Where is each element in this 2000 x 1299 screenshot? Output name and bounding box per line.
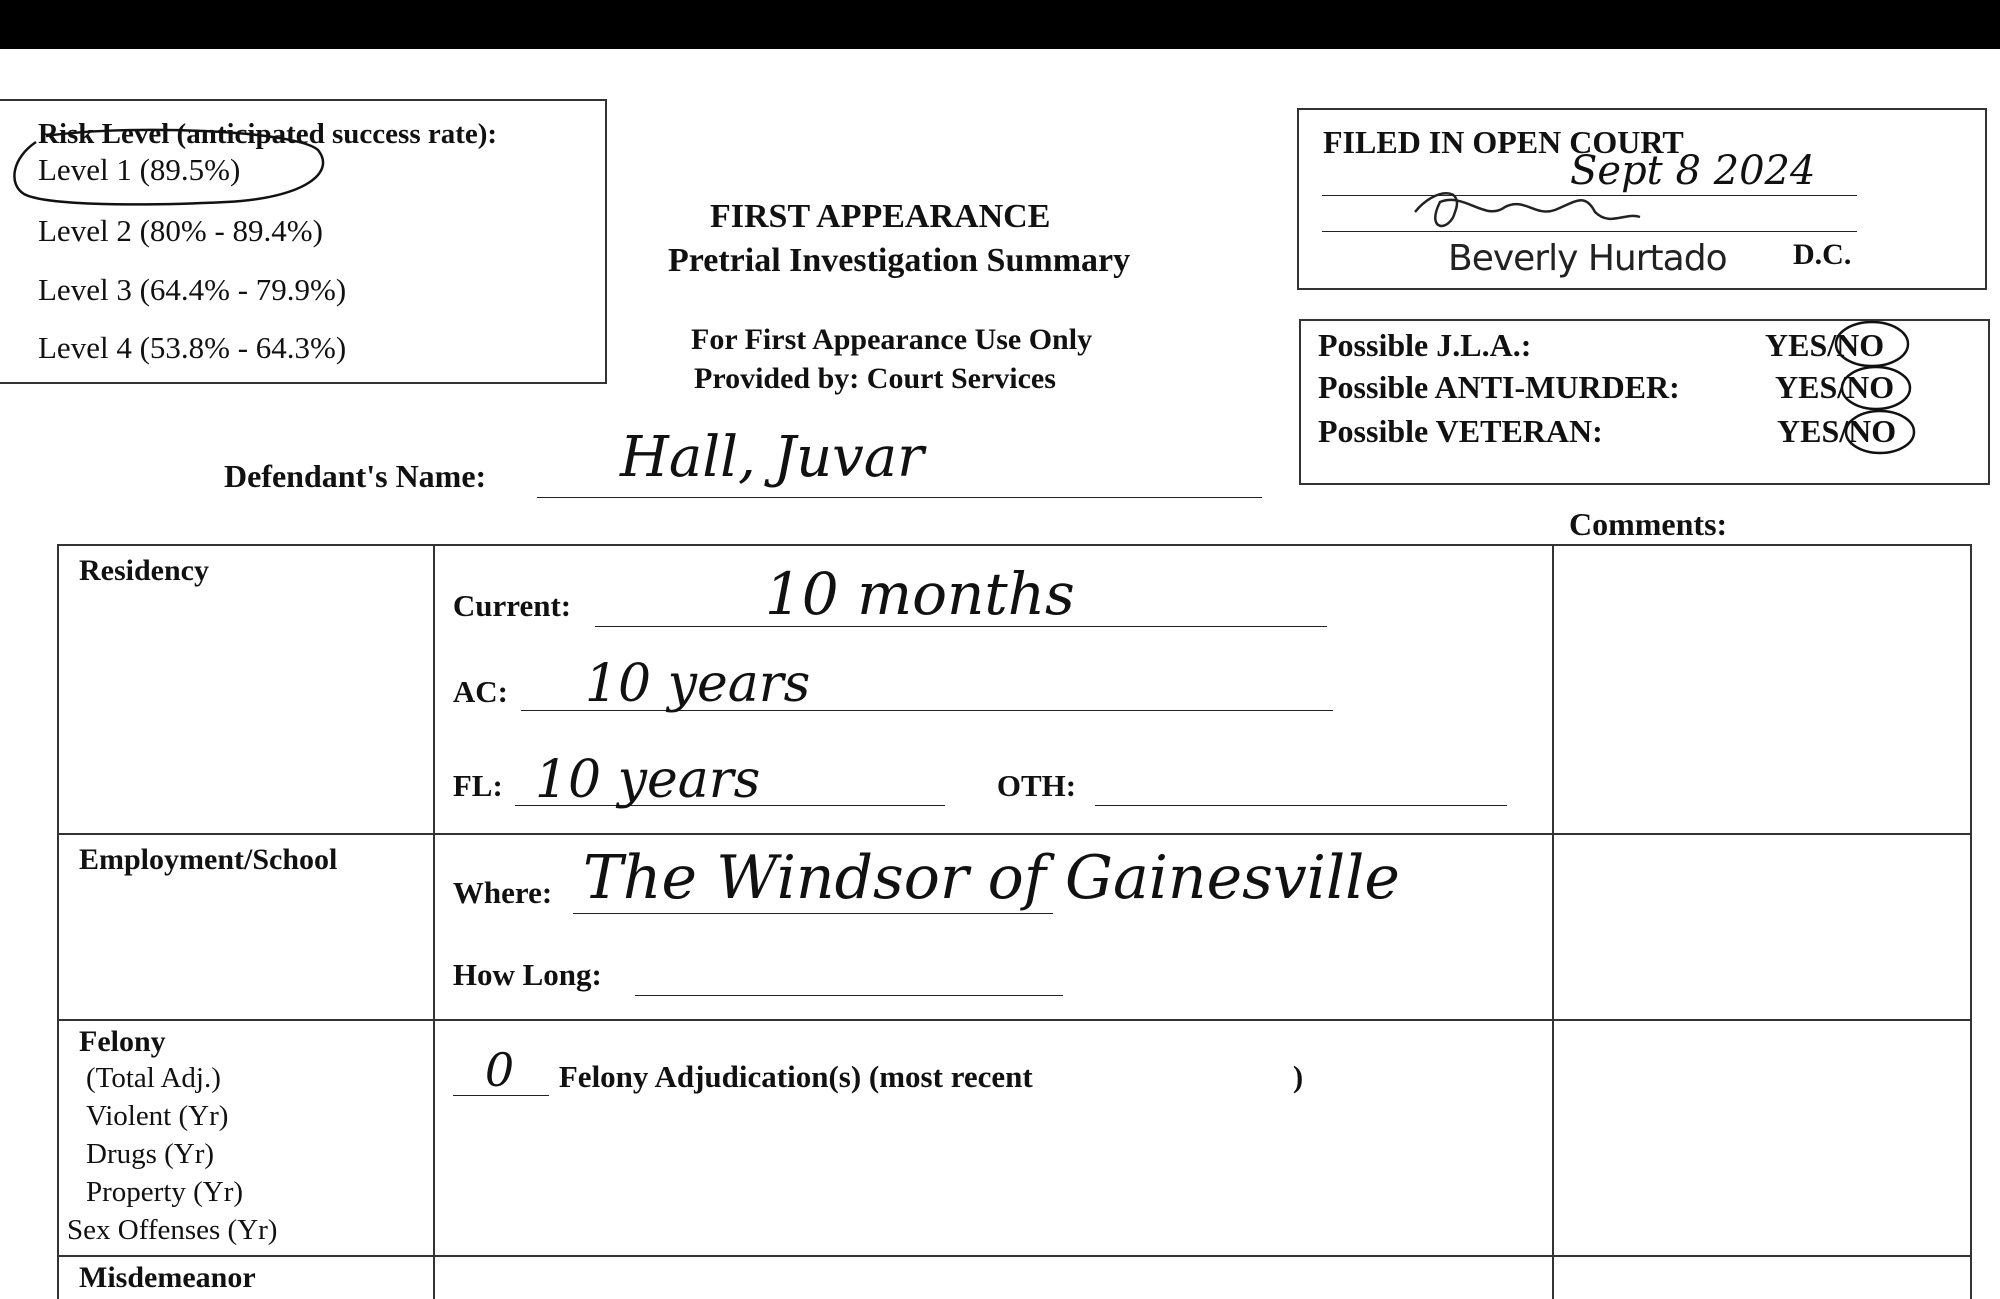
residency-label: Residency	[79, 554, 209, 587]
clerk-name-stamp: Beverly Hurtado	[1448, 238, 1727, 279]
filed-date-handwritten: Sept 8 2024	[1570, 148, 1816, 194]
investigation-table	[57, 544, 1972, 1299]
residency-row	[58, 545, 1971, 834]
level-1-circle-mark	[6, 128, 336, 210]
felony-comments-cell	[1553, 1020, 1972, 1256]
residency-comments-cell	[1553, 545, 1972, 834]
clerk-suffix: D.C.	[1793, 238, 1852, 271]
oth-label: OTH:	[996, 768, 1077, 803]
filed-title: FILED IN OPEN COURT	[1323, 124, 1684, 160]
residency-fields-cell	[434, 545, 1553, 834]
employment-row	[58, 834, 1971, 1020]
provided-by-note: Provided by: Court Services	[694, 362, 1056, 395]
felony-adjudication-text: Felony Adjudication(s) (most recent	[558, 1059, 1033, 1094]
felony-label: Felony	[79, 1025, 166, 1058]
felony-fields-cell	[434, 1020, 1553, 1256]
flag-veteran-options: YES/NO	[1777, 413, 1897, 449]
felony-total-adj: (Total Adj.)	[86, 1062, 221, 1094]
risk-level-1: Level 1 (89.5%)	[38, 152, 241, 187]
felony-property: Property (Yr)	[86, 1176, 244, 1208]
form-title: FIRST APPEARANCE	[710, 198, 1051, 235]
use-only-note: For First Appearance Use Only	[691, 323, 1093, 356]
defendant-name-label: Defendant's Name:	[224, 458, 487, 494]
employment-label: Employment/School	[79, 843, 338, 876]
defendant-name-handwritten: Hall, Juvar	[620, 425, 924, 490]
felony-close-paren: )	[1292, 1059, 1304, 1094]
defendant-name-line	[537, 497, 1262, 498]
misdemeanor-fields-cell	[434, 1256, 1553, 1299]
flag-jla-label: Possible J.L.A.:	[1318, 327, 1532, 363]
felony-sex-offenses: Sex Offenses (Yr)	[67, 1214, 278, 1246]
flag-jla-options: YES/NO	[1765, 327, 1885, 363]
how-long-label: How Long:	[452, 957, 602, 992]
fl-label: FL:	[452, 768, 503, 803]
felony-count: 0	[484, 1043, 515, 1097]
fl-value: 10 years	[534, 750, 761, 810]
ac-value: 10 years	[584, 654, 811, 714]
current-label: Current:	[452, 588, 572, 623]
where-line	[573, 913, 1053, 914]
clerk-signature	[1395, 182, 1655, 242]
current-value: 10 months	[764, 560, 1075, 628]
felony-row	[58, 1020, 1971, 1256]
where-label: Where:	[452, 875, 553, 910]
felony-violent: Violent (Yr)	[86, 1100, 229, 1132]
top-black-bar	[0, 0, 2000, 49]
misdemeanor-comments-cell	[1553, 1256, 1972, 1299]
residency-label-cell	[58, 545, 434, 834]
risk-level-title: Risk Level (anticipated success rate):	[38, 118, 498, 150]
comments-label: Comments:	[1569, 506, 1728, 542]
misdemeanor-label: Misdemeanor	[79, 1261, 256, 1294]
form-subtitle: Pretrial Investigation Summary	[668, 242, 1131, 279]
flag-veteran-label: Possible VETERAN:	[1318, 413, 1603, 449]
felony-drugs: Drugs (Yr)	[86, 1138, 215, 1170]
flag-anti-murder-options: YES/NO	[1775, 369, 1895, 405]
misdemeanor-label-cell	[58, 1256, 434, 1299]
flag-anti-murder-label: Possible ANTI-MURDER:	[1318, 369, 1680, 405]
risk-level-4: Level 4 (53.8% - 64.3%)	[38, 330, 347, 365]
employment-comments-cell	[1553, 834, 1972, 1020]
felony-label-cell	[58, 1020, 434, 1256]
misdemeanor-row	[58, 1256, 1971, 1299]
ac-label: AC:	[452, 674, 508, 709]
risk-level-2: Level 2 (80% - 89.4%)	[38, 213, 323, 248]
oth-line	[1095, 805, 1507, 806]
where-value: The Windsor of Gainesville	[582, 843, 1400, 913]
risk-level-3: Level 3 (64.4% - 79.9%)	[38, 272, 347, 307]
no-circle-marks	[1820, 310, 1970, 460]
how-long-line	[635, 995, 1063, 996]
employment-label-cell	[58, 834, 434, 1020]
employment-fields-cell	[434, 834, 1553, 1020]
